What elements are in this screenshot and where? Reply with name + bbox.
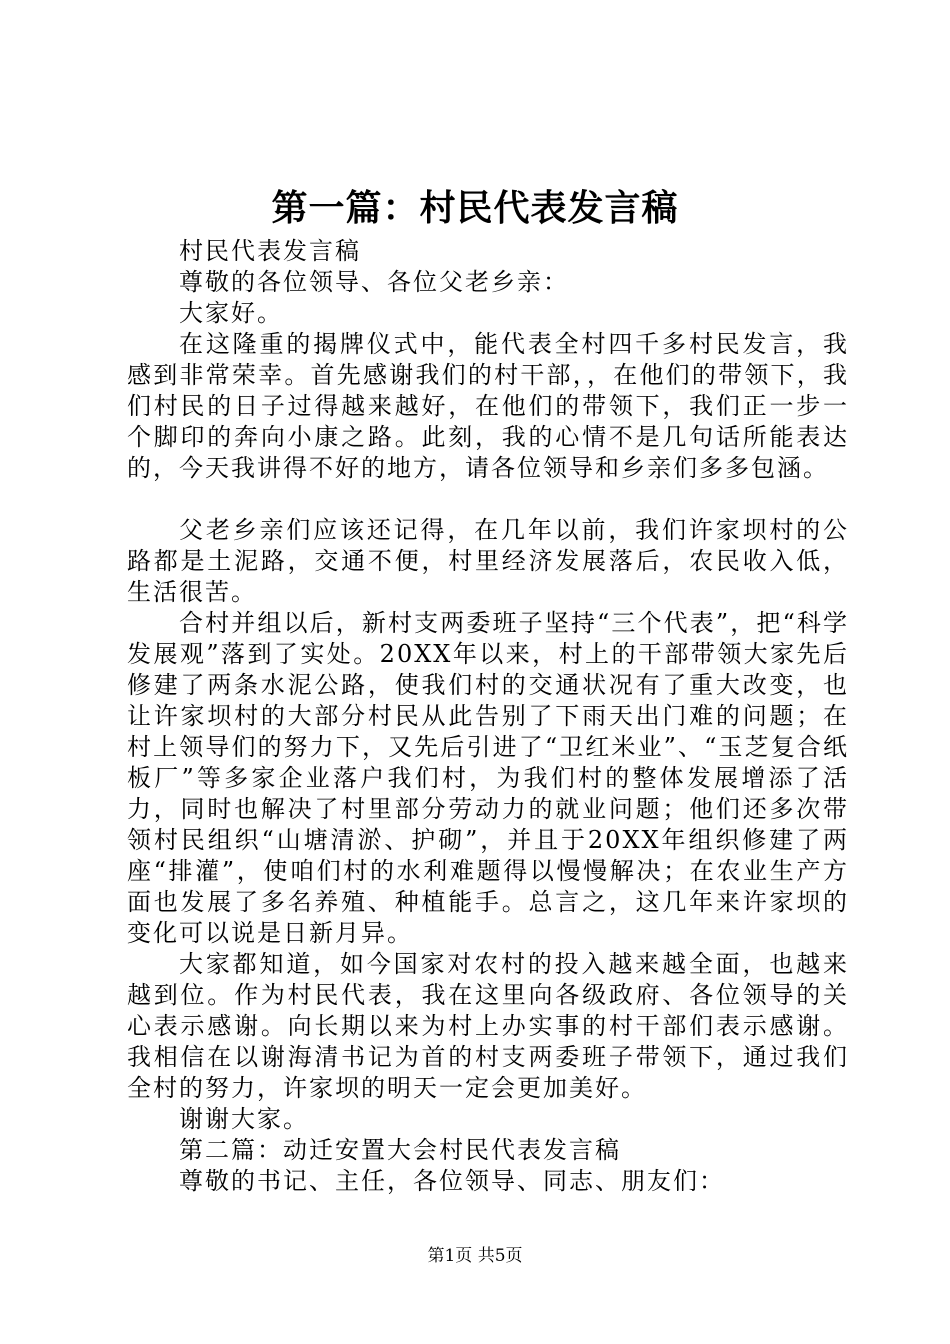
paragraph: 村民代表发言稿 [179, 237, 361, 265]
paragraph: 大家都知道，如今国家对农村的投入越来越全面，也越来越到位。作为村民代表，我在这里向各级政府、各位领导的关心表示感谢。向长期以来为村上办实事的村干部们表示感谢。我相信在以谢海清书记为首的村支两委班子带领下，通过我们全村的努力，许家坝的明天一定会更加美好。 [127, 950, 849, 1102]
paragraph: 父老乡亲们应该还记得，在几年以前，我们许家坝村的公路都是土泥路，交通不便，村里经济发展落后，农民收入低，生活很苦。 [127, 516, 849, 606]
page-footer: 第1页 共5页 [427, 1246, 523, 1266]
document-title: 第一篇：村民代表发言稿 [271, 187, 679, 229]
paragraph: 尊敬的书记、主任，各位领导、同志、朋友们： [179, 1167, 725, 1195]
paragraph: 第二篇：动迁安置大会村民代表发言稿 [179, 1136, 621, 1164]
paragraph: 在这隆重的揭牌仪式中，能代表全村四千多村民发言，我感到非常荣幸。首先感谢我们的村干部，，在他们的带领下，我们村民的日子过得越来越好，在他们的带领下，我们正一步一个脚印的奔向小康之路。此刻，我的心情不是几句话所能表达的，今天我讲得不好的地方，请各位领导和乡亲们多多包涵。 [127, 330, 849, 482]
paragraph: 合村并组以后，新村支两委班子坚持“三个代表”，把“科学发展观”落到了实处。20XX年以来，村上的干部带领大家先后修建了两条水泥公路，使我们村的交通状况有了重大改变，也让许家坝村的大部分村民从此告别了下雨天出门难的问题；在村上领导们的努力下，又先后引进了“卫红米业”、“玉芝复合纸板厂”等多家企业落户我们村，为我们村的整体发展增添了活力，同时也解决了村里部分劳动力的就业问题；他们还多次带领村民组织“山塘清淤、护砌”，并且于20XX年组织修建了两座“排灌”，使咱们村的水利难题得以慢慢解决；在农业生产方面也发展了多名养殖、种植能手。总言之，这几年来许家坝的变化可以说是日新月异。 [127, 609, 849, 947]
document-body [127, 236, 849, 1197]
paragraph: 尊敬的各位领导、各位父老乡亲： [179, 268, 569, 296]
paragraph: 大家好。 [179, 299, 283, 327]
paragraph: 谢谢大家。 [179, 1105, 309, 1133]
